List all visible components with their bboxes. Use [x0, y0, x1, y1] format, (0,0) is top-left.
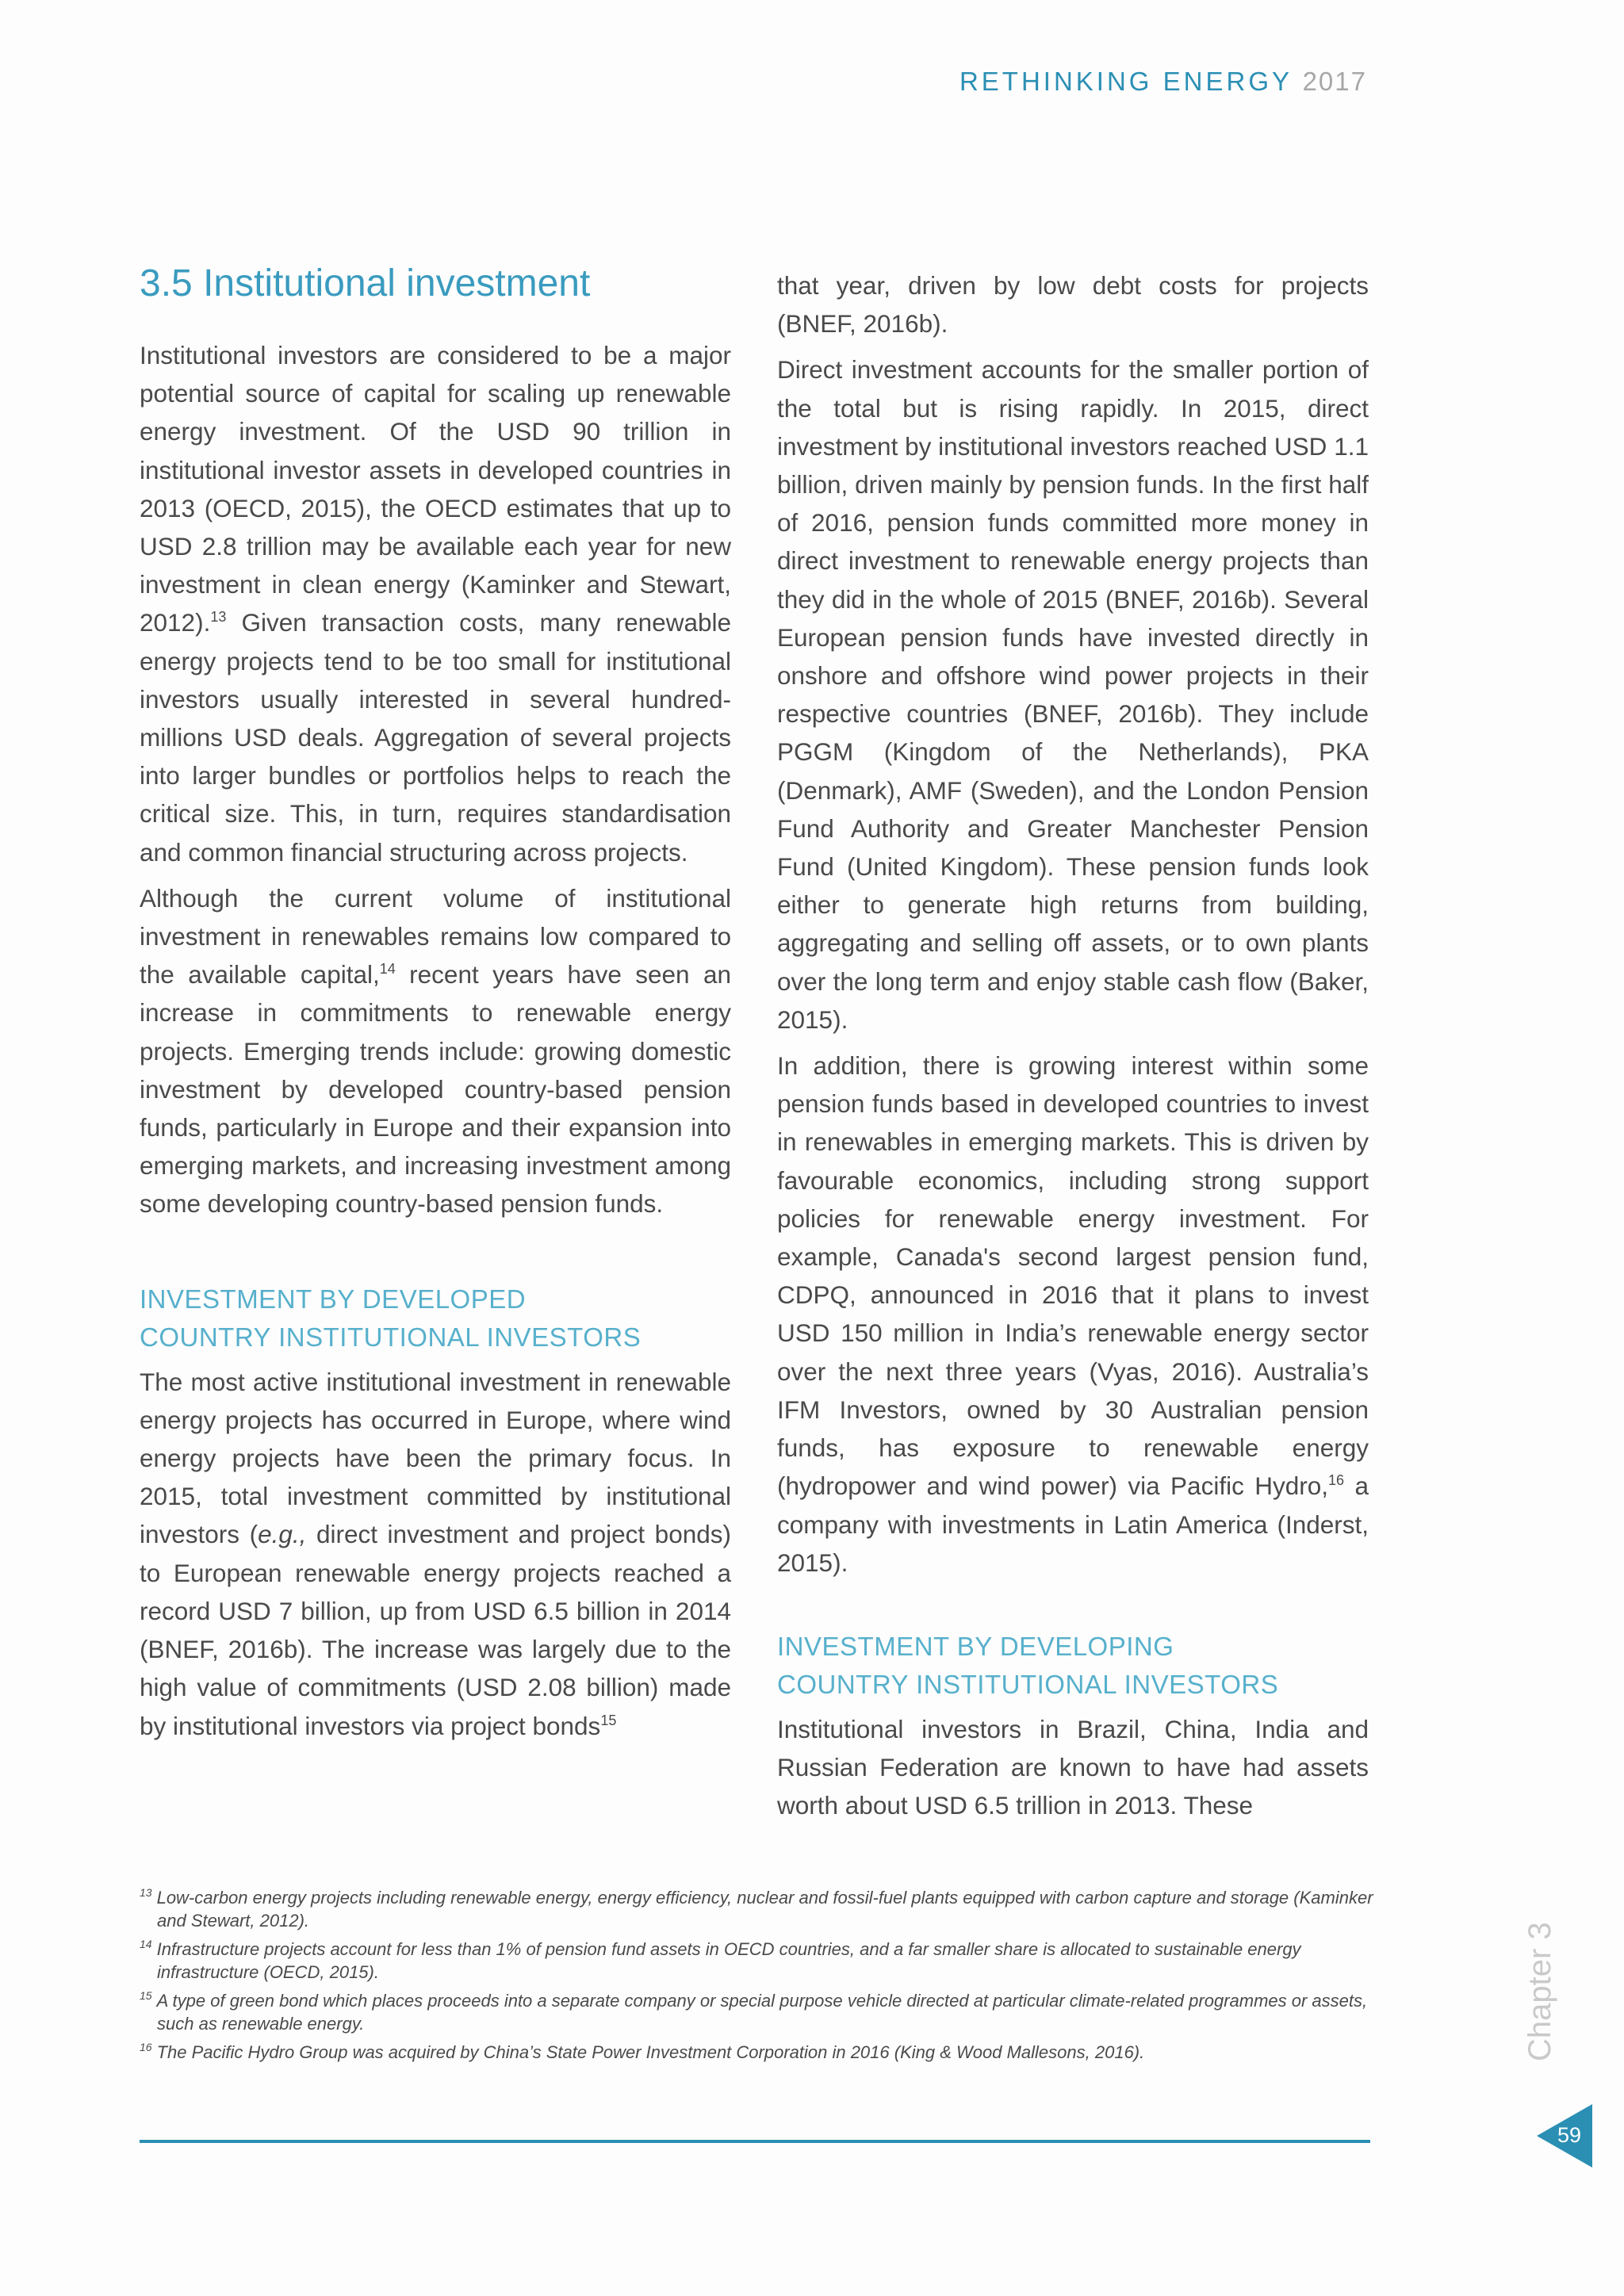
subheading-developed [140, 1280, 731, 1357]
paragraph: Institutional investors in Brazil, China, India and Russian Federation are known to have had assets worth about USD 6.5 trillion in 2013. These [777, 1714, 1369, 1820]
paragraph-text: In addition, there is growing interest within some pension funds based in developed countries to invest in renewables in emerging markets. This is driven by favourable economics, including strong support policies for renewable energy investment. For example, Canada's second largest pension fund, CDPQ, announced in 2016 that it plans to invest USD 150 million in India’s renewable energy sector over the next three years (Vyas, 2016). Australia’s IFM Investors, owned by 30 Australian pension funds, has exposure to renewable energy (hydropower and wind power) via Pacific Hydro, [777, 1051, 1369, 1501]
paragraph [140, 1363, 731, 1745]
footnotes [140, 1887, 1377, 2071]
paragraph-text: recent years have seen an increase in commitments to renewable energy projects. Emerging trends include: growing domestic investment by developed country-based pension funds, particularly in Europe and their expansion into emerging markets, and increasing investment among some developing country-based pension funds. [140, 960, 731, 1219]
paragraph [140, 879, 731, 1223]
footer-rule [140, 2140, 1370, 2143]
right-column [777, 266, 1369, 1833]
footnote-number: 15 [140, 1989, 152, 2002]
footnote [140, 1887, 1377, 1932]
paragraph [777, 1047, 1369, 1582]
subheading-developing [777, 1628, 1369, 1704]
footnote [140, 1938, 1377, 1984]
subheading-line: COUNTRY INSTITUTIONAL INVESTORS [777, 1669, 1279, 1699]
footnote-ref: 16 [1328, 1472, 1345, 1489]
paragraph [140, 336, 731, 871]
footnote-ref: 15 [600, 1712, 617, 1728]
left-column [140, 262, 731, 1753]
footnote-ref: 13 [210, 609, 227, 626]
section-title: 3.5 Institutional investment [140, 262, 591, 304]
paragraph: that year, driven by low debt costs for projects (BNEF, 2016b). [777, 271, 1369, 339]
paragraph-text: Given transaction costs, many renewable energy projects tend to be too small for institutional investors usually interested in several hundred-millions USD deals. Aggregation of several projects into larger bundles or portfolios helps to reach the critical size. This, in turn, requires standardisation and common financial structuring across projects. [140, 608, 731, 867]
chapter-label: Chapter 3 [1522, 1922, 1557, 2061]
subheading-line: INVESTMENT BY DEVELOPING [777, 1631, 1174, 1661]
running-header [959, 67, 1367, 97]
footnote-number: 16 [140, 2041, 152, 2053]
paragraph: Direct investment accounts for the smaller portion of the total but is rising rapidly. In 2015, direct investment by institutional investors reached USD 1.1 billion, driven mainly by pension funds. In the first half of 2016, pension funds committed more money in direct investment to renewable energy projects than they did in the whole of 2015 (BNEF, 2016b). Several European pension funds have invested directly in onshore and offshore wind power projects in their respective countries (BNEF, 2016b). They include PGGM (Kingdom of the Netherlands), PKA (Denmark), AMF (Sweden), and the London Pension Fund Authority and Greater Manchester Pension Fund (United Kingdom). These pension funds look either to generate high returns from building, aggregating and selling off assets, or to own plants over the long term and enjoy stable cash flow (Baker, 2015). [777, 355, 1369, 1034]
footnote-text: The Pacific Hydro Group was acquired by China’s State Power Investment Corporation in 2016 (King & Wood Mallesons, 2016). [156, 2042, 1145, 2062]
subheading-line: INVESTMENT BY DEVELOPED [140, 1284, 527, 1314]
footnote-text: A type of green bond which places proceeds into a separate company or special purpose vehicle directed at particular climate-related programmes or assets, such as renewable energy. [156, 1991, 1368, 2034]
paragraph-text: a company with investments in Latin America (Inderst, 2015). [777, 1471, 1369, 1577]
footnote [140, 2042, 1377, 2064]
footnote-ref: 14 [379, 961, 396, 978]
footnote-number: 14 [140, 1938, 152, 1950]
paragraph-text: direct investment and project bonds) to European renewable energy projects reached a record USD 7 billion, up from USD 6.5 billion in 2014 (BNEF, 2016b). The increase was largely due to the high value of commitments (USD 2.08 billion) made by institutional investors via project bonds [140, 1520, 731, 1740]
header-year: 2017 [1302, 67, 1367, 96]
footnote-number: 13 [140, 1886, 152, 1899]
paragraph-text: Institutional investors are considered to be a major potential source of capital for scaling up renewable energy investment. Of the USD 90 trillion in institutional investor assets in developed countries in 2013 (OECD, 2015), the OECD estimates that up to USD 2.8 trillion may be available each year for new investment in clean energy (Kaminker and Stewart, 2012). [140, 341, 731, 637]
footnote-text: Infrastructure projects account for less than 1% of pension fund assets in OECD countries, and a far smaller share is allocated to sustainable energy infrastructure (OECD, 2015). [156, 1939, 1301, 1982]
header-title: RETHINKING ENERGY [959, 67, 1293, 96]
page-number: 59 [1557, 2123, 1582, 2147]
paragraph-text: Although the current volume of institutional investment in renewables remains low compared to the available capital, [140, 883, 731, 989]
subheading-line: COUNTRY INSTITUTIONAL INVESTORS [140, 1322, 642, 1352]
footnote-text: Low-carbon energy projects including renewable energy, energy efficiency, nuclear and fossil-fuel plants equipped with carbon capture and storage (Kaminker and Stewart, 2012). [156, 1888, 1373, 1931]
page-number-marker [1537, 2104, 1592, 2168]
emphasis: e.g., [258, 1520, 307, 1549]
paragraph-text: The most active institutional investment in renewable energy projects has occurred in Europe, where wind energy projects have been the primary focus. In 2015, total investment committed by institutional investors ( [140, 1367, 731, 1549]
footnote [140, 1990, 1377, 2035]
